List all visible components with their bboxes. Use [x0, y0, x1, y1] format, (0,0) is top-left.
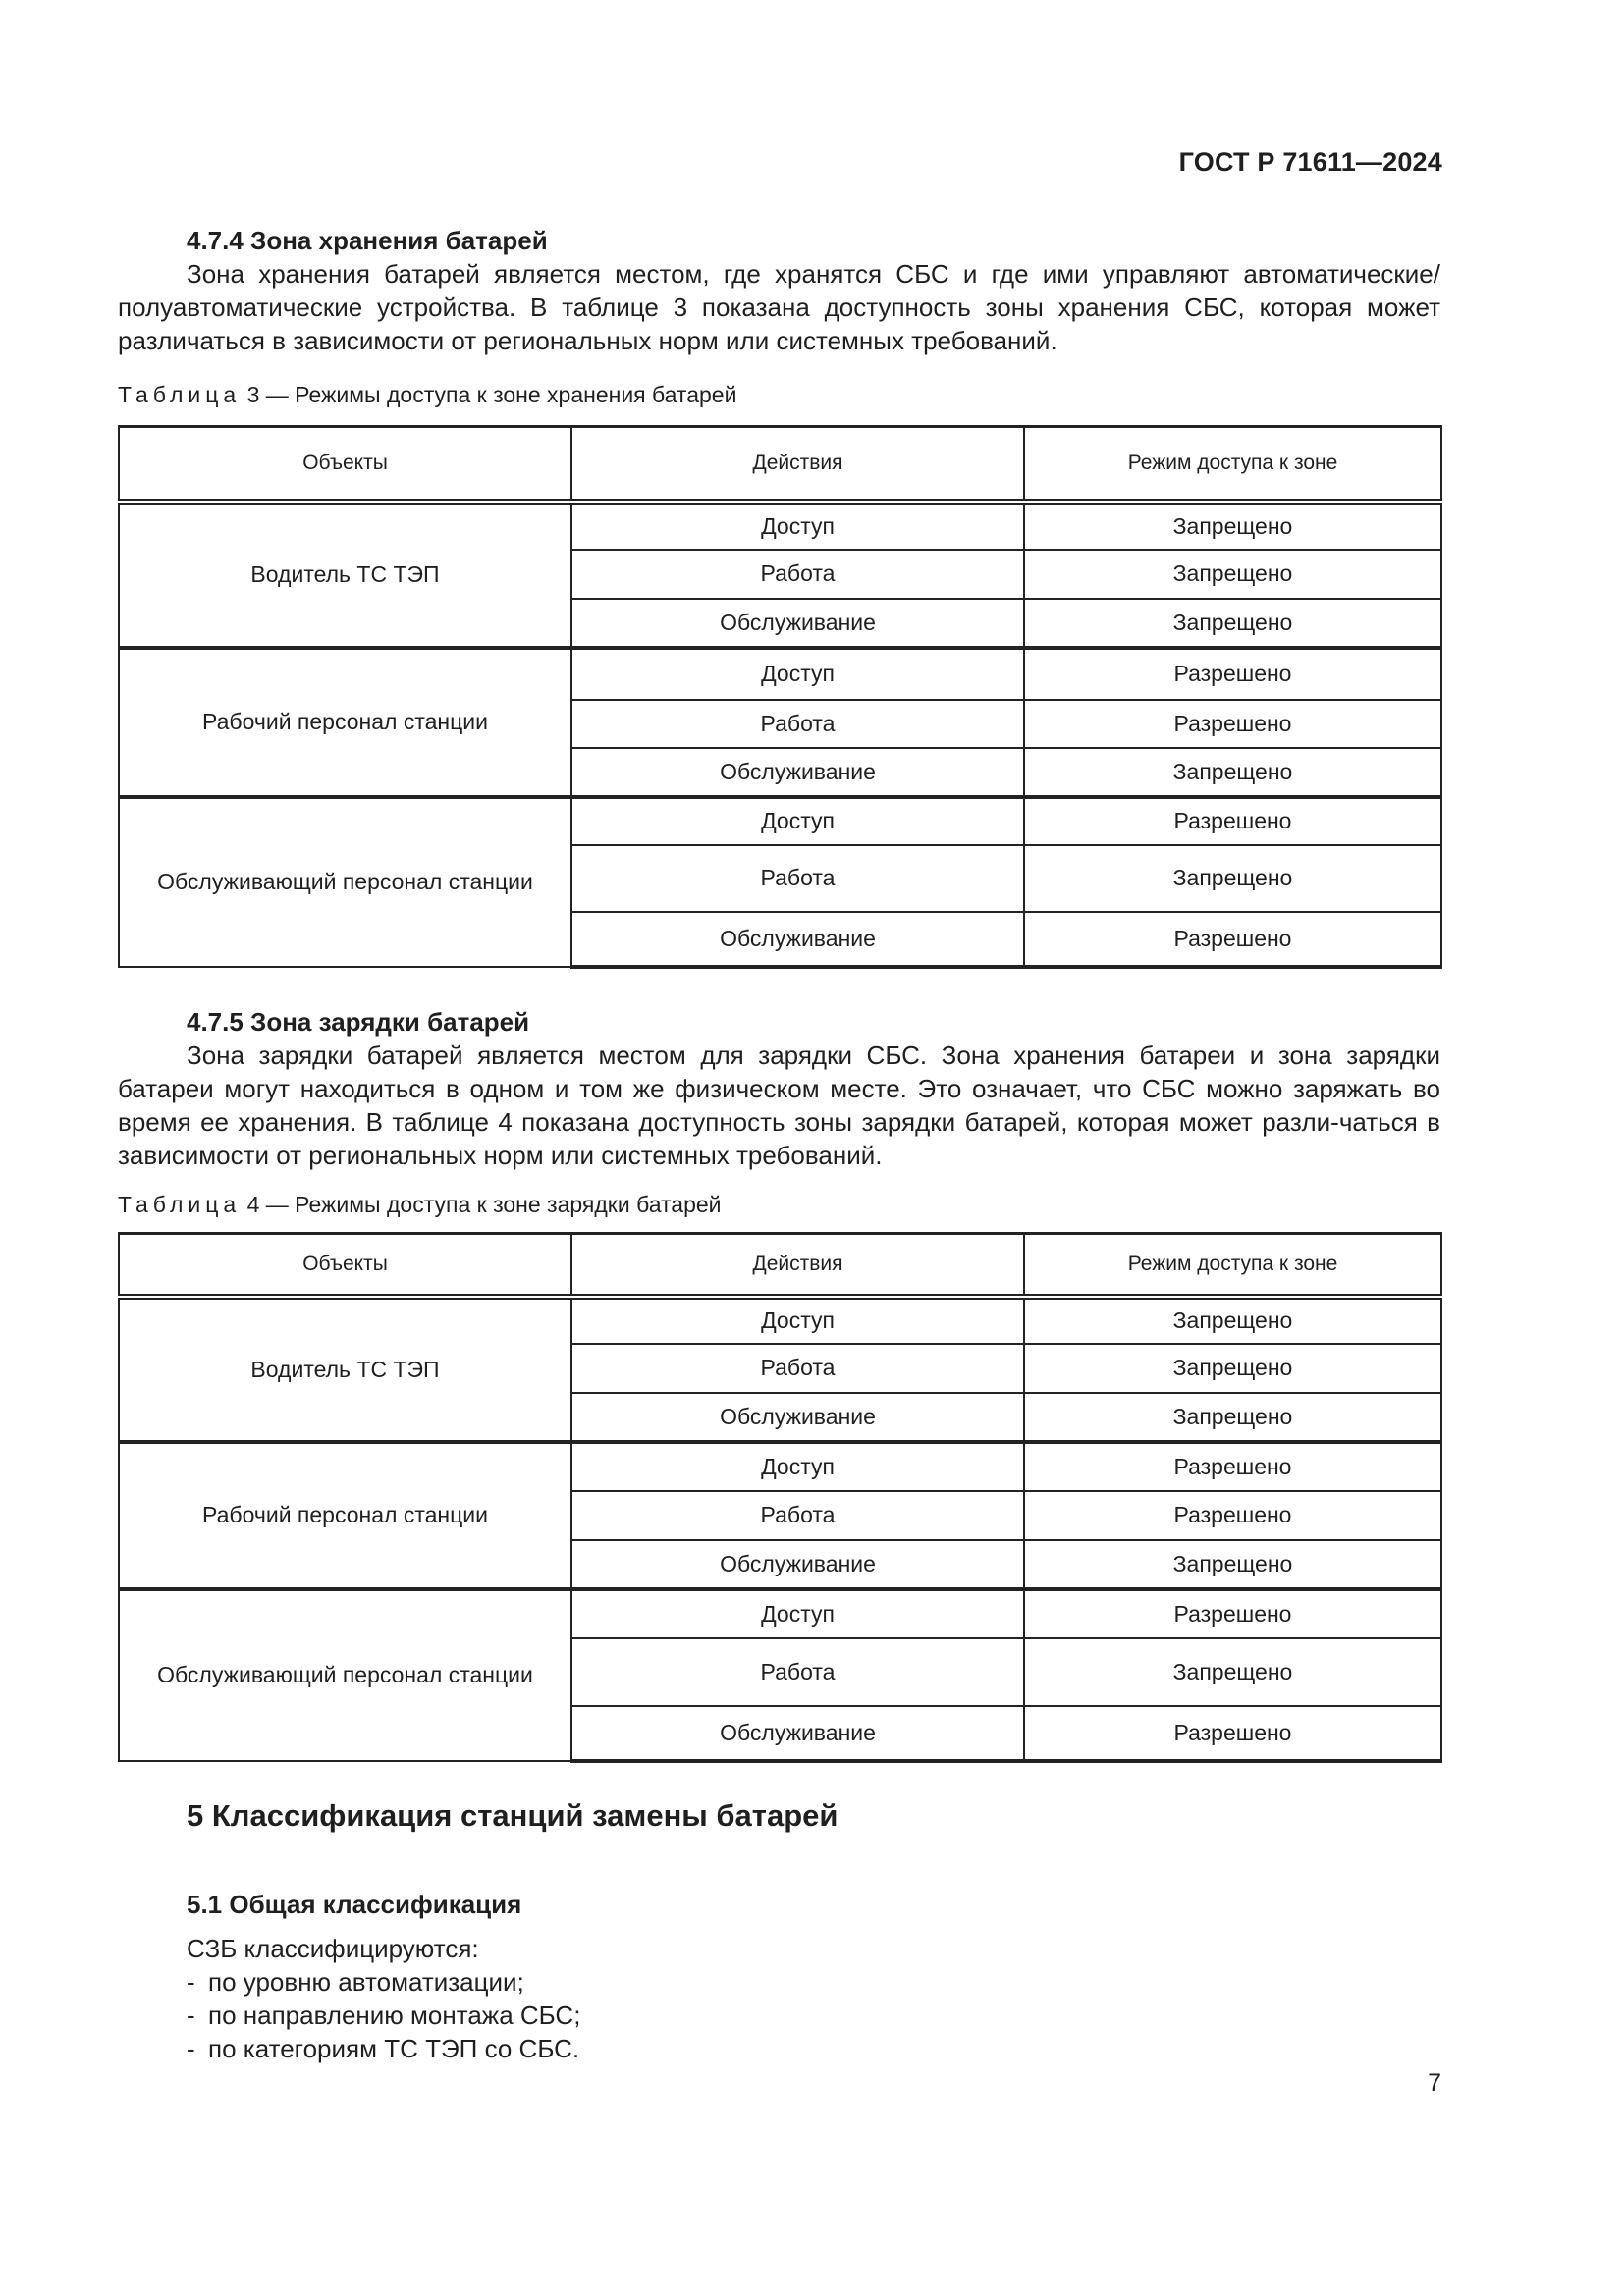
mode-cell: Разрешено — [1024, 1442, 1441, 1491]
table-row — [119, 1297, 1441, 1344]
mode-cell: Запрещено — [1024, 1393, 1441, 1442]
column-header: Объекты — [119, 1234, 571, 1297]
object-cell: Водитель ТС ТЭП — [119, 1297, 571, 1442]
action-cell: Доступ — [571, 1297, 1024, 1344]
mode-cell: Запрещено — [1024, 1344, 1441, 1393]
column-header: Действия — [571, 427, 1024, 502]
mode-cell: Запрещено — [1024, 550, 1441, 599]
mode-cell: Разрешено — [1024, 648, 1441, 700]
table-row — [119, 648, 1441, 700]
mode-cell: Разрешено — [1024, 912, 1441, 967]
list-item: - по уровню автоматизации; — [187, 1965, 580, 1999]
mode-cell: Разрешено — [1024, 1589, 1441, 1638]
column-header: Действия — [571, 1234, 1024, 1297]
section-4-7-5 — [118, 1005, 1440, 1172]
mode-cell: Запрещено — [1024, 1540, 1441, 1589]
action-cell: Обслуживание — [571, 1393, 1024, 1442]
classification-list — [187, 1932, 580, 2065]
mode-cell: Разрешено — [1024, 1706, 1441, 1761]
table4-caption — [118, 1190, 1440, 1219]
mode-cell: Запрещено — [1024, 748, 1441, 797]
action-cell: Обслуживание — [571, 1706, 1024, 1761]
action-cell: Доступ — [571, 1442, 1024, 1491]
object-cell: Обслуживающий персонал станции — [119, 797, 571, 967]
action-cell: Обслуживание — [571, 912, 1024, 967]
object-cell: Водитель ТС ТЭП — [119, 502, 571, 648]
action-cell: Доступ — [571, 1589, 1024, 1638]
mode-cell: Запрещено — [1024, 1638, 1441, 1706]
mode-cell: Запрещено — [1024, 845, 1441, 912]
object-cell: Рабочий персонал станции — [119, 1442, 571, 1589]
document-code: ГОСТ Р 71611—2024 — [1178, 147, 1442, 177]
action-cell: Работа — [571, 1638, 1024, 1706]
section-heading: 4.7.5 Зона зарядки батарей — [187, 1007, 530, 1037]
caption-text: 4 — Режимы доступа к зоне зарядки батарей — [241, 1192, 722, 1217]
section-4-7-4 — [118, 224, 1440, 357]
object-cell: Обслуживающий персонал станции — [119, 1589, 571, 1761]
table-4 — [118, 1232, 1442, 1763]
section-paragraph: Зона хранения батарей является местом, где хранятся СБС и где ими управляют автоматические/ полуавтоматические устройства. В таблице 3 показана доступность зоны хранения СБС, которая может различаться в зависимости от региональных норм или системных требований. — [118, 259, 1440, 355]
mode-cell: Запрещено — [1024, 502, 1441, 550]
section-paragraph: Зона зарядки батарей является местом для зарядки СБС. Зона хранения батареи и зона зарядки батареи могут находиться в одном и том же физическом месте. Это означает, что СБС можно заряжать во время ее хранения. В таблице 4 показана доступность зоны зарядки батарей, которая может разли-чаться в зависимости от региональных норм или системных требований. — [118, 1041, 1440, 1170]
action-cell: Работа — [571, 700, 1024, 748]
column-header: Режим доступа к зоне — [1024, 1234, 1441, 1297]
caption-prefix: Таблица — [118, 1192, 242, 1217]
table-row — [119, 1589, 1441, 1638]
list-intro: СЗБ классифицируются: — [187, 1934, 479, 1963]
table-row — [119, 1442, 1441, 1491]
mode-cell: Разрешено — [1024, 1491, 1441, 1540]
mode-cell: Запрещено — [1024, 1297, 1441, 1344]
table-row — [119, 797, 1441, 845]
section-heading: 4.7.4 Зона хранения батарей — [187, 226, 548, 255]
table-3 — [118, 425, 1442, 969]
column-header: Режим доступа к зоне — [1024, 427, 1441, 502]
action-cell: Обслуживание — [571, 599, 1024, 648]
action-cell: Работа — [571, 845, 1024, 912]
page-number: 7 — [1428, 2069, 1441, 2097]
action-cell: Доступ — [571, 502, 1024, 550]
action-cell: Обслуживание — [571, 1540, 1024, 1589]
section-5-heading: 5 Классификация станций замены батарей — [187, 1798, 839, 1833]
action-cell: Работа — [571, 1491, 1024, 1540]
mode-cell: Запрещено — [1024, 599, 1441, 648]
action-cell: Обслуживание — [571, 748, 1024, 797]
action-cell: Доступ — [571, 648, 1024, 700]
caption-prefix: Таблица — [118, 382, 242, 407]
mode-cell: Разрешено — [1024, 700, 1441, 748]
list-item: - по направлению монтажа СБС; — [187, 1999, 580, 2032]
table3-caption — [118, 380, 1440, 409]
table-row — [119, 502, 1441, 550]
mode-cell: Разрешено — [1024, 797, 1441, 845]
action-cell: Доступ — [571, 797, 1024, 845]
caption-text: 3 — Режимы доступа к зоне хранения батарей — [241, 382, 737, 407]
list-item: - по категориям ТС ТЭП со СБС. — [187, 2032, 580, 2065]
action-cell: Работа — [571, 550, 1024, 599]
column-header: Объекты — [119, 427, 571, 502]
object-cell: Рабочий персонал станции — [119, 648, 571, 797]
section-5-1-heading: 5.1 Общая классификация — [187, 1890, 522, 1919]
action-cell: Работа — [571, 1344, 1024, 1393]
